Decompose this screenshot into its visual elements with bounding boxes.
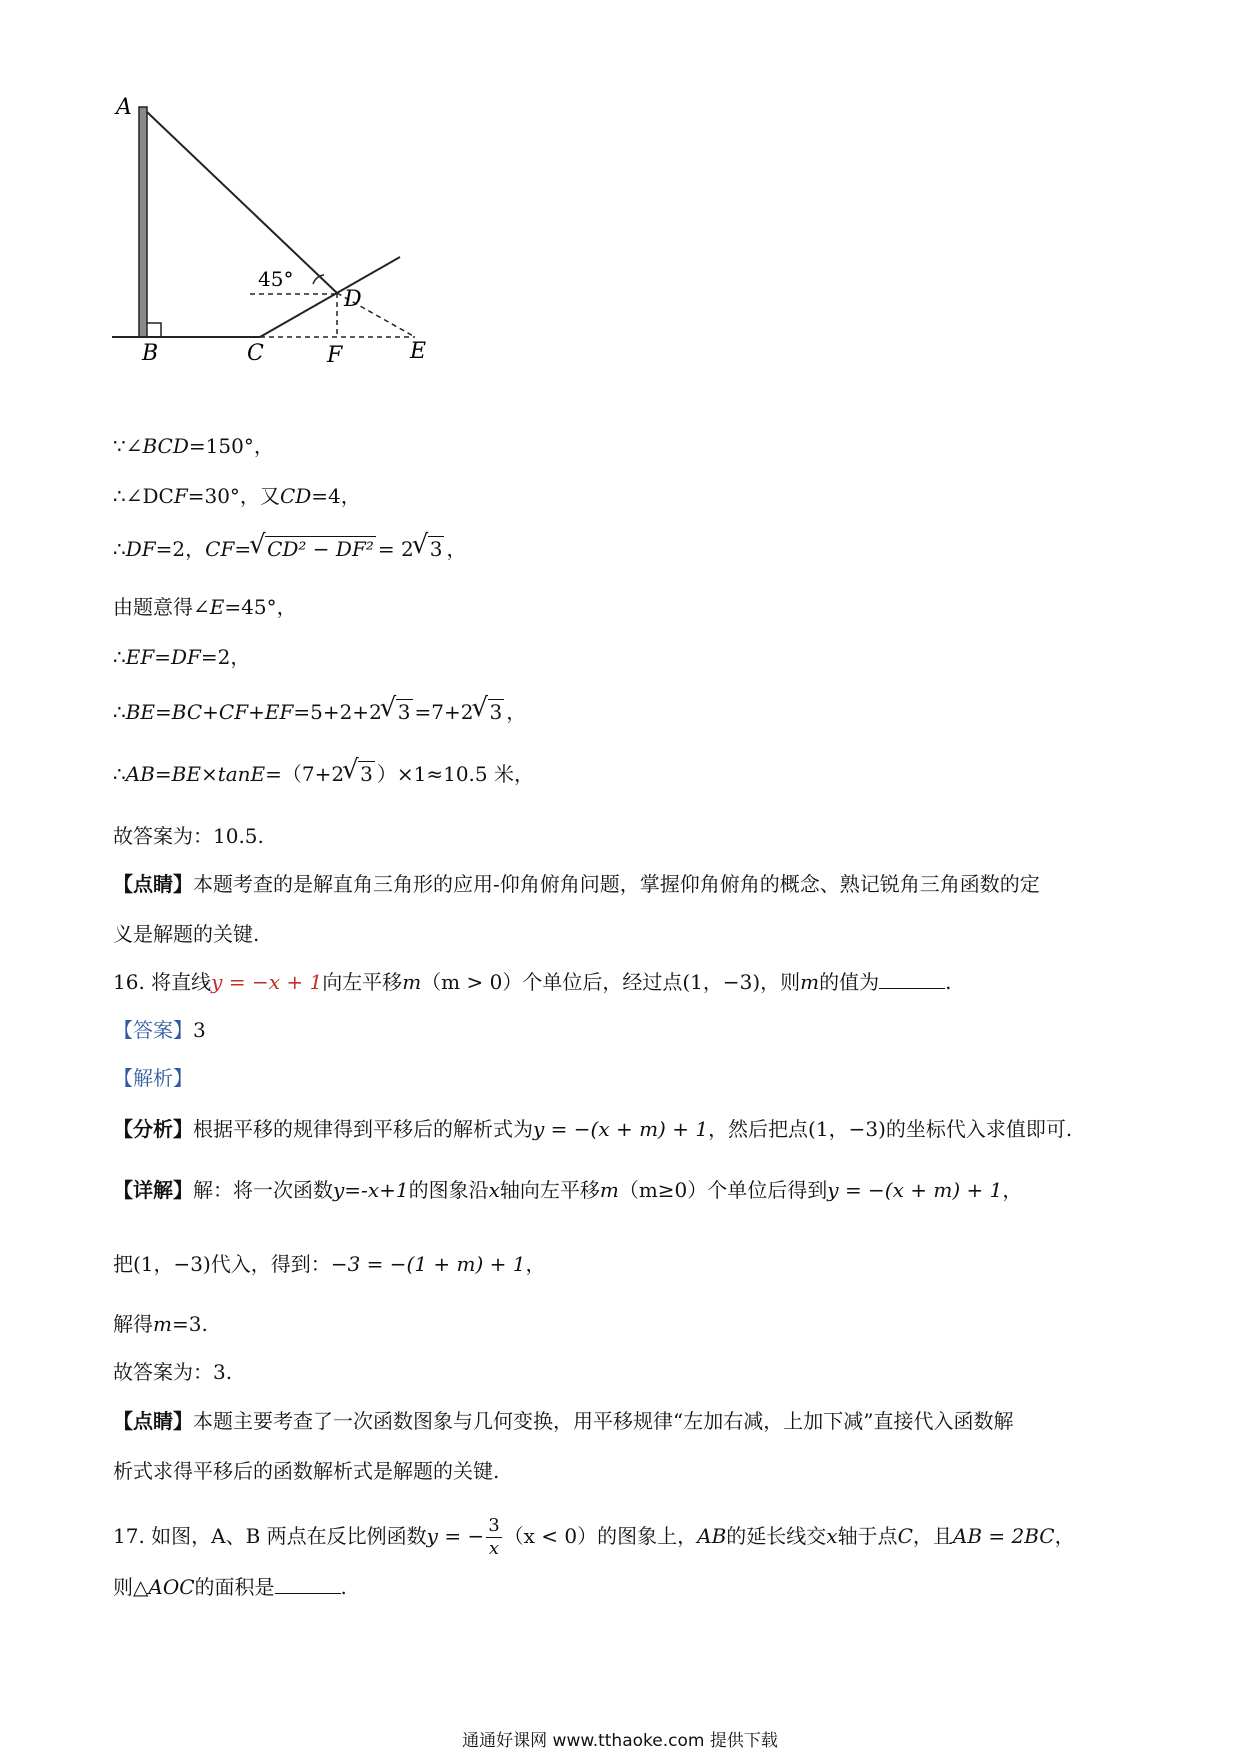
answer-blank: [879, 970, 945, 989]
analysis-xiangjie: 【详解】解：将一次函数y=-x+1的图象沿x轴向左平移m（m≥0）个单位后得到y = −(x + m) + 1，: [113, 1178, 1023, 1202]
right-angle-mark: [147, 323, 161, 337]
answer-16-final: 故答案为：3.: [113, 1360, 233, 1384]
solution-line-5: ∴EF=DF=2，: [113, 645, 251, 669]
solution-line-3: ∴DF=2，CF=√ CD² − DF² = 2√ 3 ，: [113, 535, 466, 563]
fraction: $\frac{3}{x}$: [488, 1515, 500, 1559]
remark-16-line-1: 【点睛】本题主要考查了一次函数图象与几何变换，用平移规律“左加右减，上加下减”直接代入函数解: [113, 1409, 1014, 1433]
question-16: 16. 将直线y = −x + 1向左平移m（m > 0）个单位后，经过点(1，−3)，则m的值为 .: [113, 970, 952, 994]
solution-line-4: 由题意得∠E=45°，: [113, 595, 297, 619]
remark-16-line-2: 析式求得平移后的函数解析式是解题的关键.: [113, 1459, 500, 1483]
question-17-line-2: 则△AOC的面积是 .: [113, 1575, 347, 1599]
label-e: E: [410, 339, 427, 364]
label-c: C: [247, 341, 264, 366]
remark-15-line-1: 【点睛】本题考查的是解直角三角形的应用-仰角俯角问题，掌握仰角俯角的概念、熟记锐角三角函数的定: [113, 872, 1040, 896]
solution-line-7: ∴AB=BE×tanE=（7+2√ 3 ）×1≈10.5 米，: [113, 760, 534, 788]
sqrt-expression: √ CD² − DF²: [251, 535, 376, 563]
analysis-solve: 解得m=3.: [113, 1312, 208, 1336]
sqrt-3: √ 3: [344, 760, 375, 788]
solution-line-2: ∴∠DCF=30°，又CD=4，: [113, 484, 361, 508]
answer-blank: [275, 1575, 341, 1594]
sqrt-3: √ 3: [414, 535, 445, 563]
function-expression: y = −x + 1: [211, 970, 323, 994]
solution-line-6: ∴BE=BC+CF+EF=5+2+2√ 3 =7+2√ 3 ，: [113, 698, 526, 726]
answer-15: 故答案为：10.5.: [113, 824, 264, 848]
solution-line-1: ∵∠BCD=150°，: [113, 434, 274, 458]
pole-ab: [139, 107, 147, 337]
page-footer: 通通好课网 www.tthaoke.com 提供下载: [462, 1731, 778, 1751]
label-b: B: [142, 341, 159, 366]
analysis-tag: 【解析】: [113, 1066, 193, 1090]
label-a: A: [116, 95, 132, 120]
answer-16: 【答案】3: [113, 1018, 206, 1042]
analysis-fenxi: 【分析】根据平移的规律得到平移后的解析式为y = −(x + m) + 1，然后把点(1，−3)的坐标代入求值即可.: [113, 1117, 1073, 1141]
angle-label: 45°: [258, 267, 294, 291]
question-17-line-1: 17. 如图，A、B 两点在反比例函数y = − $\frac{3}{x}$ （x < 0）的图象上，AB的延长线交x轴于点C，且AB = 2BC，: [113, 1515, 1075, 1559]
label-d: D: [344, 287, 362, 312]
sqrt-3: √ 3: [382, 698, 413, 726]
line-ad: [147, 112, 337, 293]
analysis-substitute: 把(1，−3)代入，得到：−3 = −(1 + m) + 1，: [113, 1252, 546, 1276]
geometry-figure: [100, 90, 500, 410]
remark-15-line-2: 义是解题的关键.: [113, 922, 260, 946]
sqrt-3: √ 3: [474, 698, 505, 726]
label-f: F: [327, 343, 343, 368]
